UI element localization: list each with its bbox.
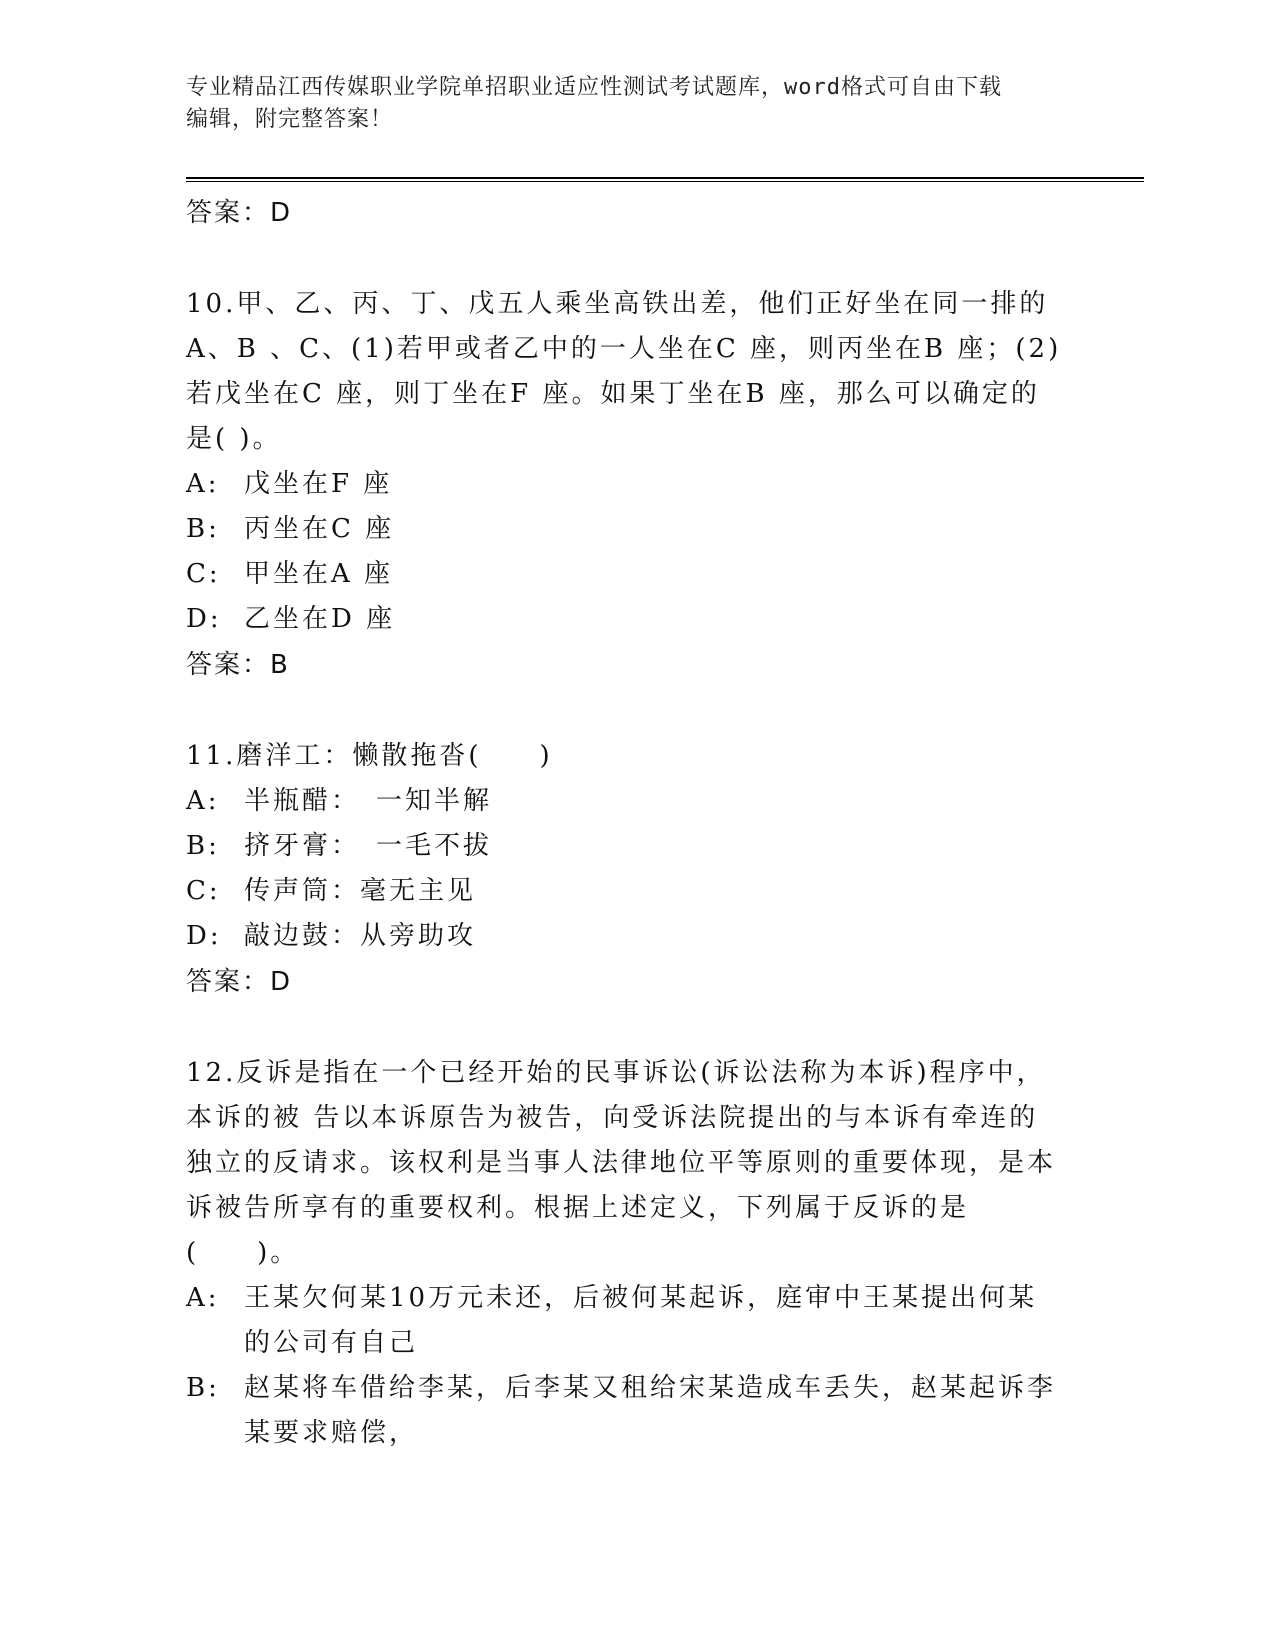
header-rule-thick [186,177,1144,179]
option-text: 挤牙膏： 一毛不拔 [244,831,493,861]
option-c [186,552,1066,597]
question-12 [186,1051,1066,1456]
option-letter: D: [186,921,222,951]
answer: 答案：B [186,650,290,680]
question-text: 12.反诉是指在一个已经开始的民事诉讼(诉讼法称为本诉)程序中，本诉的被 告以本诉原告为被告，向受诉法院提出的与本诉有牵连的独立的反请求。该权利是当事人法律地位平等原则的重要体现，是本诉被告所享有的重要权利。根据上述定义，下列属于反诉的是( )。 [186,1058,1057,1268]
option-letter: B: [186,831,220,861]
option-text: 王某欠何某10万元未还，后被何某起诉，庭审中王某提出何某的公司有自己 [244,1283,1038,1358]
option-text: 传声筒：毫无主见 [244,876,477,906]
option-text: 赵某将车借给李某，后李某又租给宋某造成车丢失，赵某起诉李某要求赔偿， [244,1373,1057,1448]
option-letter: C: [186,876,221,906]
option-text: 丙坐在C 座 [244,514,395,544]
option-a [186,1276,1066,1366]
option-b [186,824,1066,869]
option-d [186,914,1066,959]
document-body [186,190,1066,1456]
option-b [186,507,1066,552]
option-c [186,869,1066,914]
option-a [186,779,1066,824]
option-d [186,597,1066,642]
option-letter: A: [186,1283,220,1313]
option-a [186,462,1066,507]
option-text: 戊坐在F 座 [244,469,393,499]
option-letter: D: [186,604,222,634]
option-b [186,1366,1066,1456]
option-text: 半瓶醋： 一知半解 [244,786,493,816]
option-text: 乙坐在D 座 [244,604,396,634]
answer: 答案：D [186,967,293,997]
option-letter: B: [186,514,220,544]
question-text: 10.甲、乙、丙、丁、戊五人乘坐高铁出差，他们正好坐在同一排的A、B 、C、(1)若甲或者乙中的一人坐在C 座，则丙坐在B 座；(2)若戊坐在C 座，则丁坐在F 座。如果丁坐在B 座，那么可以确定的是( )。 [186,289,1062,454]
option-letter: A: [186,469,220,499]
header-line-1: 专业精品江西传媒职业学院单招职业适应性测试考试题库，word格式可自由下载 [186,75,1002,100]
answer-previous: 答案：D [186,198,293,228]
option-letter: B: [186,1373,220,1403]
header-line-2: 编辑，附完整答案！ [186,107,394,132]
header-rule-thin [186,181,1144,182]
question-text: 11.磨洋工：懒散拖沓( ) [186,741,553,771]
option-text: 敲边鼓：从旁助攻 [244,921,477,951]
option-letter: A: [186,786,220,816]
question-10 [186,282,1066,688]
option-text: 甲坐在A 座 [244,559,394,589]
option-letter: C: [186,559,221,589]
question-11 [186,734,1066,1005]
document-header [186,72,1066,136]
